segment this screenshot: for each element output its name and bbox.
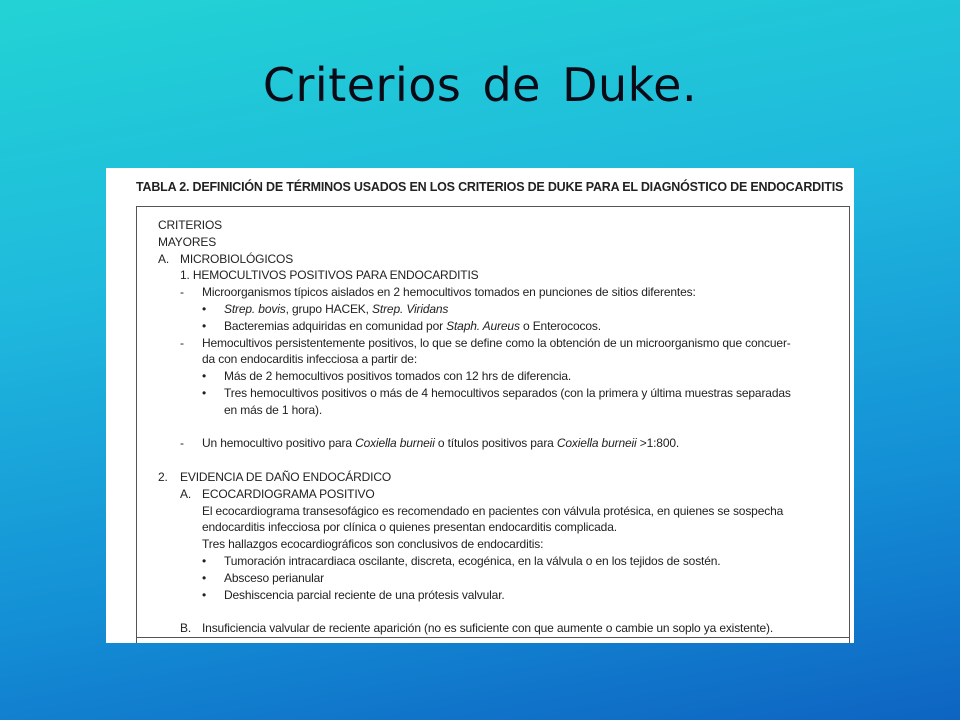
persist-bullet-2-cont (158, 402, 838, 419)
persist-bullet-2 (158, 385, 838, 402)
eco-text-2: endocarditis infecciosa por clínica o quienes presentan endocarditis complicada. (202, 520, 617, 535)
coxiella-name-2: Coxiella burneii (556, 436, 637, 451)
section-a-microbiologicos (158, 251, 838, 268)
bullet-marker: • (202, 385, 207, 400)
insuficiencia-text: Insuficiencia valvular de reciente aparición (no es suficiente con que aumente o cambie un soplo ya existente). (202, 621, 774, 636)
dash-marker: - (180, 436, 184, 451)
coxiella-mid-text: o títulos positivos para (434, 436, 557, 451)
bullet-marker: • (202, 553, 207, 568)
evidencia-title (158, 469, 838, 486)
persist-text-1: Hemocultivos persistentemente positivos, lo que se define como la obtención de un microorganismo que concuer- (202, 335, 791, 350)
eco-bullet-3 (158, 587, 838, 604)
persist-text-2: da con endocarditis infecciosa a partir de: (202, 352, 418, 367)
persist-line-1 (158, 335, 838, 352)
table-heading: TABLA 2. DEFINICIÓN DE TÉRMINOS USADOS EN LOS CRITERIOS DE DUKE PARA EL DIAGNÓSTICO DE ENDOCARDITIS (136, 180, 844, 194)
persist-bullet-2-text-1: Tres hemocultivos positivos o más de 4 hemocultivos separados (con la primera y última muestras separadas (224, 385, 791, 400)
micro-line-text: Microorganismos típicos aislados en 2 hemocultivos tomados en punciones de sitios diferentes: (202, 285, 696, 300)
coxiella-name-1: Coxiella burneii (355, 436, 435, 451)
eco-line-3 (158, 536, 838, 553)
evidencia-label: EVIDENCIA DE DAÑO ENDOCÁRDICO (180, 469, 392, 484)
bullet-marker: • (202, 318, 207, 333)
eco-bullet-1 (158, 553, 838, 570)
document-image (106, 168, 854, 643)
strep-viridans-text: Strep. Viridans (372, 301, 449, 316)
eco-text-3: Tres hallazgos ecocardiográficos son conclusivos de endocarditis: (202, 537, 544, 552)
bullet-marker: • (202, 301, 207, 316)
dash-marker: - (180, 285, 184, 300)
persist-bullet-2-text-2: en más de 1 hora). (224, 402, 323, 417)
eco-line-1 (158, 503, 838, 520)
staph-aureus-text: Staph. Aureus (446, 318, 520, 333)
dash-marker: - (180, 335, 184, 350)
micro-bullet-2 (158, 318, 838, 335)
coxiella-pre-text: Un hemocultivo positivo para (202, 436, 356, 451)
eco-bullet-3-text: Deshiscencia parcial reciente de una prótesis valvular. (224, 587, 505, 602)
micro-bullet-1 (158, 301, 838, 318)
criterios-label (158, 217, 838, 234)
mayores-label (158, 234, 838, 251)
eco-label: ECOCARDIOGRAMA POSITIVO (202, 486, 375, 501)
bullet-marker: • (202, 570, 207, 585)
section-a-marker: A. (158, 251, 170, 266)
eco-bullet-1-text: Tumoración intracardiaca oscilante, discreta, ecogénica, en la válvula o en los tejidos de sostén. (224, 553, 721, 568)
evidencia-marker: 2. (158, 469, 168, 484)
eco-text-1: El ecocardiograma transesofágico es recomendado en pacientes con válvula protésica, en quienes se sospecha (202, 503, 784, 518)
slide-title: Criterios de Duke. (262, 58, 698, 112)
coxiella-line (158, 435, 838, 452)
mayores-text: MAYORES (158, 234, 217, 249)
coxiella-post-text: >1:800. (636, 436, 680, 451)
eco-marker: A. (180, 486, 192, 501)
table-bottom-rule (136, 637, 850, 638)
persist-line-2 (158, 351, 838, 368)
criterios-text: CRITERIOS (158, 218, 222, 232)
bullet-marker: • (202, 587, 207, 602)
bullet-marker: • (202, 369, 207, 384)
hemocultivos-title-text: 1. HEMOCULTIVOS POSITIVOS PARA ENDOCARDITIS (180, 268, 479, 283)
eco-bullet-2-text: Absceso perianular (224, 570, 325, 585)
table-content (158, 217, 838, 637)
eco-title (158, 486, 838, 503)
eco-line-2 (158, 519, 838, 536)
hacek-text: , grupo HACEK, (285, 301, 373, 316)
section-a-label: MICROBIOLÓGICOS (180, 251, 294, 266)
strep-bovis-text: Strep. bovis (224, 301, 286, 316)
insuficiencia-marker: B. (180, 621, 192, 636)
persist-bullet-1 (158, 368, 838, 385)
eco-bullet-2 (158, 570, 838, 587)
hemocultivos-title (158, 267, 838, 284)
insuficiencia-line (158, 620, 838, 637)
bacteremias-text: Bacteremias adquiridas en comunidad por (224, 318, 447, 333)
persist-bullet-1-text: Más de 2 hemocultivos positivos tomados con 12 hrs de diferencia. (224, 369, 572, 384)
micro-line (158, 284, 838, 301)
enterococos-text: o Enterococos. (519, 318, 601, 333)
